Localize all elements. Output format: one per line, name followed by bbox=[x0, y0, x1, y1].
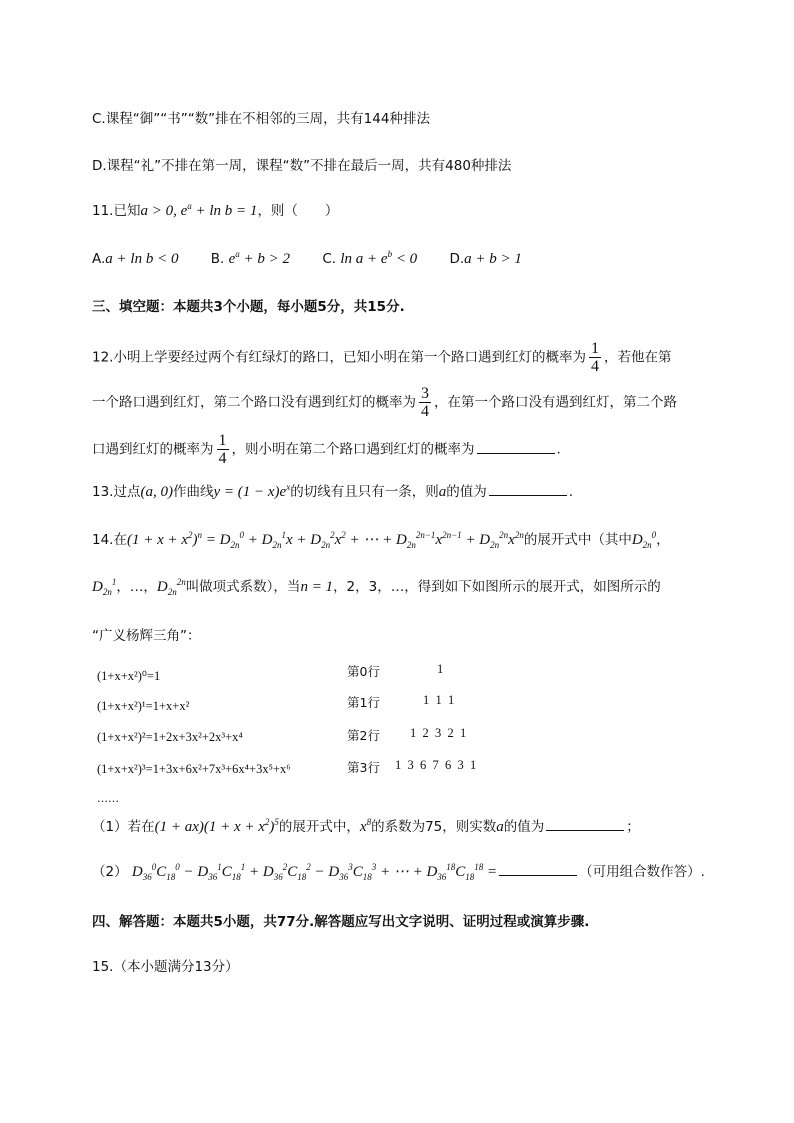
q11-option-a: A.a + ln b < 0 bbox=[92, 251, 179, 267]
question-12-line-2: 一个路口遇到红灯，第二个路口没有遇到红灯的概率为 $\frac{3}{4}$ ，在第一个路口没有遇到红灯，第二个路 bbox=[92, 385, 677, 420]
question-12-line-3: 口遇到红灯的概率为 $\frac{1}{4}$ ，则小明在第二个路口遇到红灯的概率为 . bbox=[92, 432, 561, 467]
question-15: 15.（本小题满分13分） bbox=[92, 959, 239, 975]
question-14-line-3: “广义杨辉三角”： bbox=[92, 628, 201, 644]
option-c: C.课程“御”“书”“数”排在不相邻的三周，共有144种排法 bbox=[92, 111, 430, 127]
question-14-part-2: （2） $D_{36}^0C_{18}^0 - D_{36}^1C_{18}^1 + D_{36}^2C_{18}^2 - D_{36}^3C_{18}^3$ + ⋯ + $D_{36}^{18}C_{18}^{18}$ = （可用组合数作答）. bbox=[92, 862, 705, 882]
section-4-heading: 四、解答题：本题共5小题，共77分.解答题应写出文字说明、证明过程或演算步骤. bbox=[92, 914, 590, 930]
q11-options bbox=[92, 249, 550, 269]
q11-option-b: B. $e^a + b > 2$ bbox=[210, 249, 291, 267]
question-14-part-1: （1）若在$(1 + ax)(1 + x + x^2)^5$的展开式中，$x^8$的系数为75，则实数a的值为 ； bbox=[92, 817, 640, 835]
question-12-line-1: 12.小明上学要经过两个有红绿灯的路口，已知小明在第一个路口遇到红灯的概率为 $\frac{1}{4}$ ，若他在第 bbox=[92, 340, 672, 375]
answer-blank-14-1 bbox=[546, 818, 624, 831]
q11-option-d: D.a + b > 1 bbox=[449, 251, 522, 267]
triangle-expr-3: (1+x+x²)³=1+3x+6x²+7x³+6x⁴+3x⁵+x⁶ bbox=[97, 762, 291, 776]
q11-suffix: ，则（ ） bbox=[257, 203, 339, 219]
fraction-1-4: $\frac{1}{4}$ bbox=[590, 340, 599, 375]
triangle-expr-2: (1+x+x²)²=1+2x+3x²+2x³+x⁴ bbox=[97, 730, 243, 744]
triangle-expr-1: (1+x+x²)¹=1+x+x² bbox=[97, 699, 190, 713]
q11-option-c: C. $\ln a + e^b < 0$ bbox=[322, 249, 418, 267]
section-3-heading: 三、填空题：本题共3个小题，每小题5分，共15分. bbox=[92, 299, 405, 315]
fraction-3-4: $\frac{3}{4}$ bbox=[421, 385, 429, 420]
question-13: 13.过点(a, 0)作曲线$y = (1 - x)e^x$的切线有且只有一条，则a的值为 . bbox=[92, 482, 573, 500]
triangle-row-1: 第1行 1 1 1 bbox=[347, 693, 455, 710]
q14-expansion: $(1 + x + x^2)^n = D_{2n}^0 + D_{2n}^1x + D_{2n}^2x^2$ + ⋯ + $D_{2n}^{2n-1}x^{2n-1} + D_{2n}^{2n}x^{2n}$ bbox=[126, 530, 524, 550]
q14-2-sum: $D_{36}^0C_{18}^0 - D_{36}^1C_{18}^1 + D_{36}^2C_{18}^2 - D_{36}^3C_{18}^3$ + ⋯ + $D_{36}^{18}C_{18}^{18}$ = bbox=[131, 862, 498, 882]
question-14-line-2: $D_{2n}^1$，…，$D_{2n}^{2n}$叫做项式系数），当n = 1，2，3，…，得到如下如图所示的展开式，如图所示的 bbox=[92, 577, 661, 597]
triangle-ellipsis: …… bbox=[97, 792, 119, 805]
question-14-line-1: 14.在$(1 + x + x^2)^n = D_{2n}^0 + D_{2n}^1x + D_{2n}^2x^2$ + ⋯ + $D_{2n}^{2n-1}x^{2n-1} + D_{2n}^{2n}x^{2n}$的展开式中（其中$D_{2n}^0$， bbox=[92, 530, 670, 550]
question-11 bbox=[92, 201, 338, 221]
triangle-expr-0: (1+x+x²)⁰=1 bbox=[97, 669, 161, 683]
q11-condition: a > 0, $e^a + \ln b = 1$ bbox=[140, 201, 258, 219]
q11-prefix: 11.已知 bbox=[92, 203, 141, 219]
answer-blank-12 bbox=[477, 441, 555, 454]
triangle-row-3: 第3行 1 3 6 7 6 3 1 bbox=[347, 758, 477, 775]
answer-blank-14-2 bbox=[499, 863, 577, 876]
triangle-row-2: 第2行 1 2 3 2 1 bbox=[347, 726, 467, 743]
fraction-1-4-b: $\frac{1}{4}$ bbox=[218, 432, 227, 467]
triangle-row-0: 第0行 1 bbox=[347, 662, 444, 679]
answer-blank-13 bbox=[489, 483, 567, 496]
option-d: D.课程“礼”不排在第一周，课程“数”不排在最后一周，共有480种排法 bbox=[92, 158, 512, 174]
